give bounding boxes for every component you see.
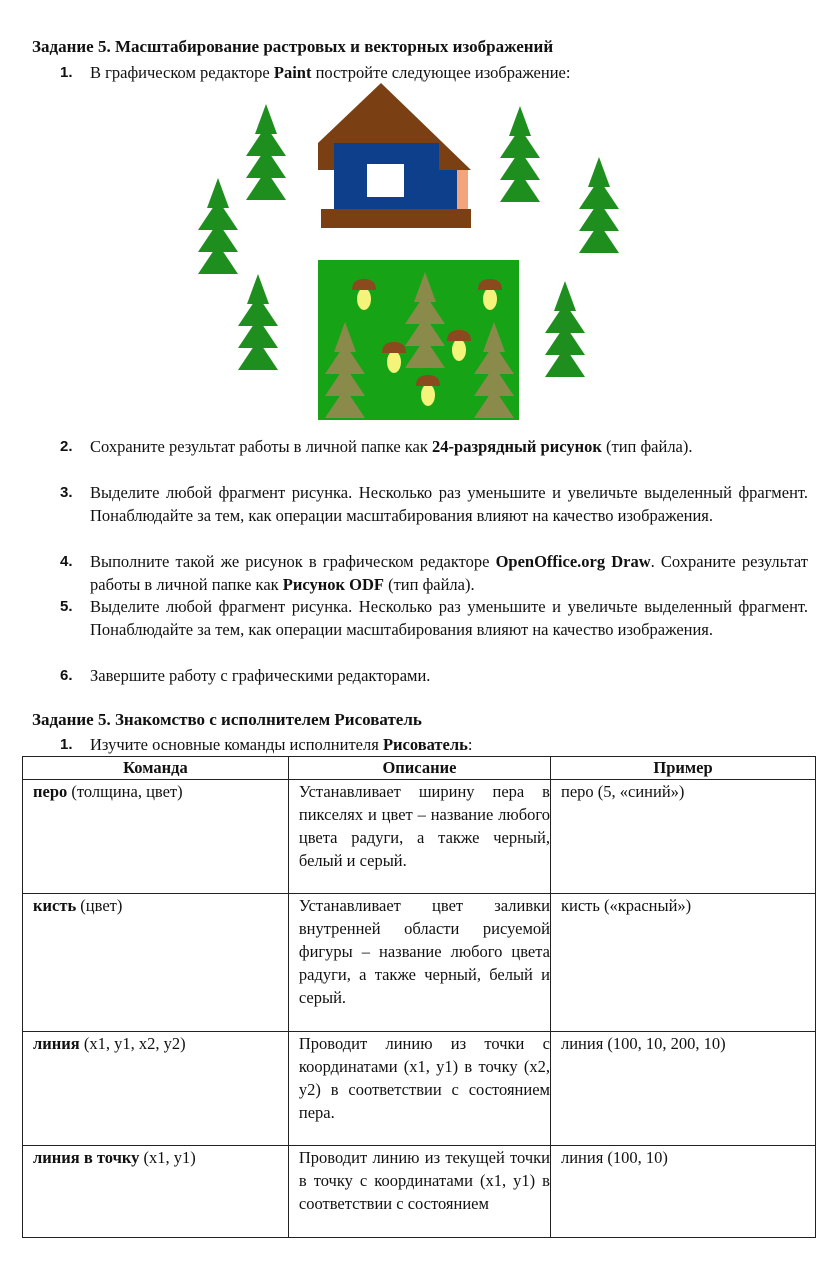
cell-description: Проводит линию из текущей точки в точку с координатами (x1, y1) в соответствии с состоянием [288,1146,550,1238]
bold-term: Paint [273,63,312,82]
step-number: 4. [60,553,73,570]
fir-tree [545,281,585,377]
mushroom-stem [387,351,401,373]
step-number: 1. [60,736,73,753]
fir-tree [579,157,619,253]
command-args: (x1, y1, x2, y2) [79,1034,186,1053]
text-run: (тип файла). [383,575,475,594]
mushroom-stem [452,339,466,361]
fir-tree [246,104,286,200]
cell-command [23,1146,289,1238]
table-row [23,1146,816,1238]
mushroom-stem [357,288,371,310]
mushroom-stem [421,384,435,406]
fir-tree [238,274,278,370]
cell-command [23,894,289,1032]
step-text [90,481,808,527]
header-command: Команда [23,757,289,780]
commands-table [22,756,816,1238]
text-run: Изучите основные команды исполнителя [90,735,383,754]
text-run: (тип файла). [601,437,693,456]
cell-description: Устанавливает ширину пера в пикселях и цвет – название любого цвета радуги, а также черный, белый и серый. [288,780,550,894]
text-run: . Сохраните результат работы в личной папке как [90,552,809,594]
step-number: 5. [60,598,73,615]
cell-example: линия (100, 10, 200, 10) [550,1032,815,1146]
command-name: линия в точку [33,1148,140,1167]
step-text [90,595,808,641]
command-name: кисть [33,896,77,915]
task-heading-raster-vector: Задание 5. Масштабирование растровых и векторных изображений [32,37,554,56]
text-run: постройте следующее изображение: [311,63,571,82]
text-run: Сохраните результат работы в личной папке как [90,437,433,456]
bold-term: Рисователь [382,735,468,754]
command-name: линия [33,1034,80,1053]
table-row [23,894,816,1032]
text-run: В графическом редакторе [90,63,274,82]
step-number: 1. [60,64,73,81]
text-run: Выделите любой фрагмент рисунка. Несколько раз уменьшите и увеличьте выделенный фрагмент. Понаблюдайте за тем, как операции масштабирования влияют на качество изображения. [90,597,808,639]
cell-description: Проводит линию из точки с координатами (x1, y1) в точку (x2, y2) в соответствии с состоянием пера. [288,1032,550,1146]
cell-example: линия (100, 10) [550,1146,815,1238]
cell-description: Устанавливает цвет заливки внутренней области рисуемой фигуры – название любого цвета радуги, а также черный, белый и серый. [288,894,550,1032]
step-text [90,664,808,687]
text-run: Выделите любой фрагмент рисунка. Несколько раз уменьшите и увеличьте выделенный фрагмент. Понаблюдайте за тем, как операции масштабирования влияют на качество изображения. [90,483,808,525]
table-row [23,1032,816,1146]
table-row [23,780,816,894]
command-args: (толщина, цвет) [67,782,183,801]
cell-example: кисть («красный») [550,894,815,1032]
step-text [90,550,808,596]
text-run: Выполните такой же рисунок в графическом редакторе [90,552,496,571]
bold-term: Рисунок ODF [282,575,384,594]
command-name: перо [33,782,68,801]
mushroom-stem [483,288,497,310]
step-number: 2. [60,438,73,455]
header-description: Описание [288,757,550,780]
house-side-wall [439,170,457,211]
step-number: 6. [60,667,73,684]
table-header-row [23,757,816,780]
house-window [367,164,404,197]
text-run: : [467,735,473,754]
step-number: 3. [60,484,73,501]
command-args: (цвет) [76,896,123,915]
fir-tree [500,106,540,202]
text-run: Завершите работу с графическими редакторами. [90,666,431,685]
header-example: Пример [550,757,815,780]
command-args: (x1, y1) [139,1148,196,1167]
bold-term: OpenOffice.org Draw [495,552,651,571]
step-text [90,435,808,458]
cell-command [23,1032,289,1146]
bold-term: 24-разрядный рисунок [432,437,602,456]
house-door [457,170,468,211]
illustration-house-forest [0,0,816,440]
cell-example: перо (5, «синий») [550,780,815,894]
house-foundation [321,209,471,228]
cell-command [23,780,289,894]
task-heading-risovatel: Задание 5. Знакомство с исполнителем Рисователь [32,710,422,729]
step-text [90,733,808,756]
fir-tree [198,178,238,274]
